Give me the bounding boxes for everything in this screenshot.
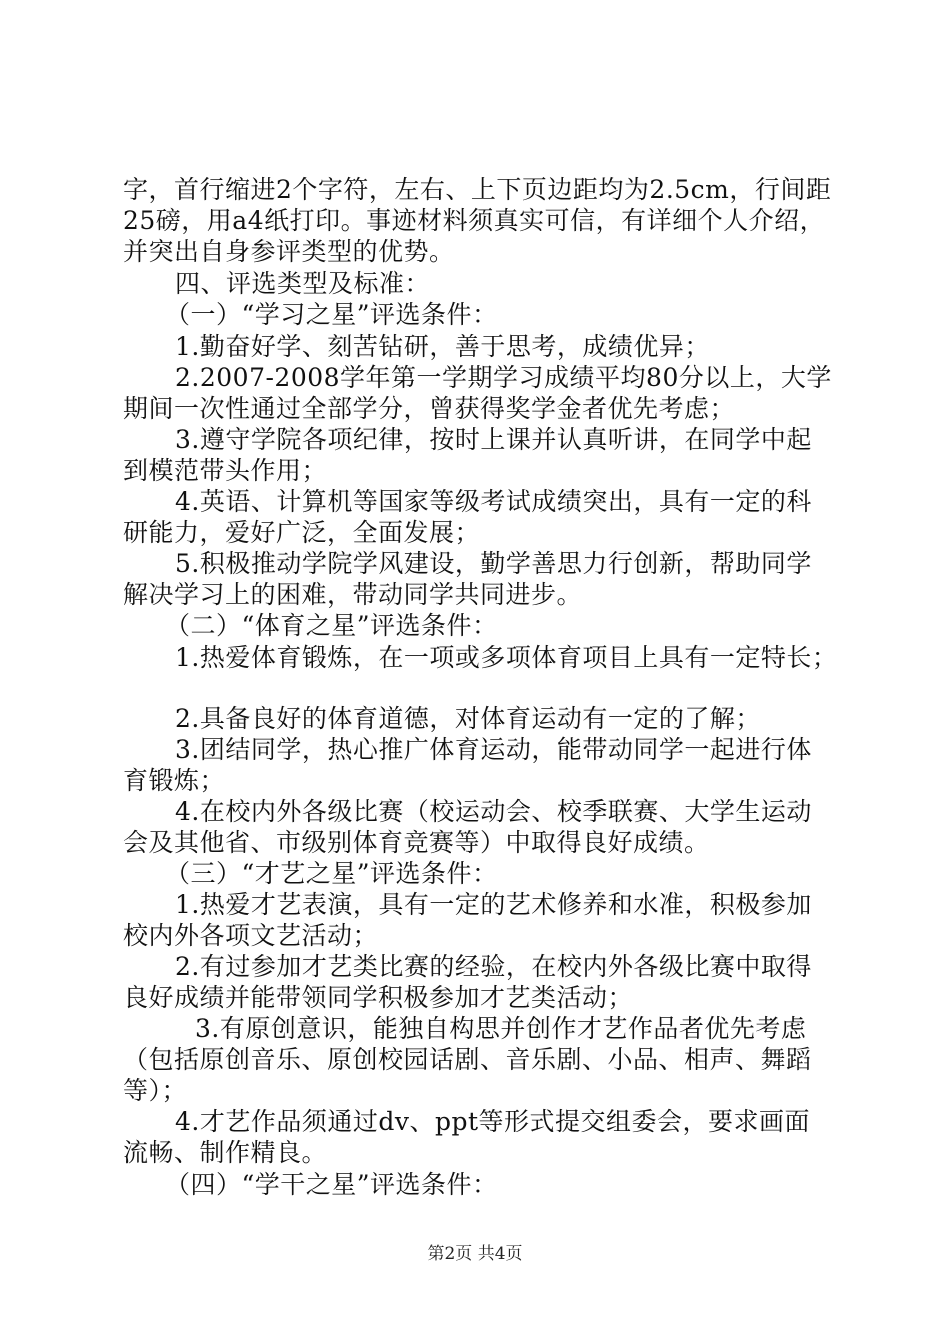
text-line: 解决学习上的困难，带动同学共同进步。	[123, 580, 583, 609]
criteria-item: 3.遵守学院各项纪律，按时上课并认真听讲，在同学中起	[175, 425, 812, 454]
subsection-heading: （四）“学干之星”评选条件：	[165, 1170, 498, 1199]
text-line: （包括原创音乐、原创校园话剧、音乐剧、小品、相声、舞蹈	[123, 1045, 812, 1074]
text-line: 会及其他省、市级别体育竞赛等）中取得良好成绩。	[123, 828, 710, 857]
criteria-item: 1.勤奋好学、刻苦钻研，善于思考，成绩优异；	[175, 332, 710, 361]
subsection-heading: （一）“学习之星”评选条件：	[165, 300, 498, 329]
text-line: 校内外各项文艺活动；	[123, 921, 379, 950]
text-line: 等）；	[123, 1076, 188, 1105]
criteria-item: 1.热爱体育锻炼，在一项或多项体育项目上具有一定特长；	[175, 643, 838, 672]
text-line: 育锻炼；	[123, 766, 226, 795]
page-indicator: 第2页 共4页	[427, 1244, 523, 1264]
subsection-heading: （三）“才艺之星”评选条件：	[165, 859, 498, 888]
text-line: 期间一次性通过全部学分，曾获得奖学金者优先考虑；	[123, 394, 736, 423]
subsection-heading: （二）“体育之星”评选条件：	[165, 611, 498, 640]
criteria-item: 5.积极推动学院学风建设，勤学善思力行创新，帮助同学	[175, 549, 812, 578]
criteria-item: 3.团结同学，热心推广体育运动，能带动同学一起进行体	[175, 735, 812, 764]
criteria-item: 1.热爱才艺表演，具有一定的艺术修养和水准，积极参加	[175, 890, 812, 919]
text-line: 流畅、制作精良。	[123, 1138, 328, 1167]
criteria-item: 3.有原创意识，能独自构思并创作才艺作品者优先考虑	[195, 1014, 807, 1043]
text-line: 良好成绩并能带领同学积极参加才艺类活动；	[123, 983, 634, 1012]
text-line: 25磅，用a4纸打印。事迹材料须真实可信，有详细个人介绍，	[123, 206, 826, 235]
criteria-item: 2.2007-2008学年第一学期学习成绩平均80分以上，大学	[175, 363, 832, 392]
criteria-item: 2.具备良好的体育道德，对体育运动有一定的了解；	[175, 704, 761, 733]
text-line: 到模范带头作用；	[123, 456, 328, 485]
criteria-item: 4.在校内外各级比赛（校运动会、校季联赛、大学生运动	[175, 797, 812, 826]
criteria-item: 2.有过参加才艺类比赛的经验，在校内外各级比赛中取得	[175, 952, 812, 981]
text-line: 并突出自身参评类型的优势。	[123, 237, 455, 266]
section-heading: 四、评选类型及标准：	[175, 269, 431, 298]
criteria-item: 4.才艺作品须通过dv、ppt等形式提交组委会，要求画面	[175, 1107, 811, 1136]
text-line: 研能力，爱好广泛，全面发展；	[123, 518, 481, 547]
text-line: 字，首行缩进2个字符，左右、上下页边距均为2.5cm，行间距	[123, 175, 832, 204]
criteria-item: 4.英语、计算机等国家等级考试成绩突出，具有一定的科	[175, 487, 812, 516]
